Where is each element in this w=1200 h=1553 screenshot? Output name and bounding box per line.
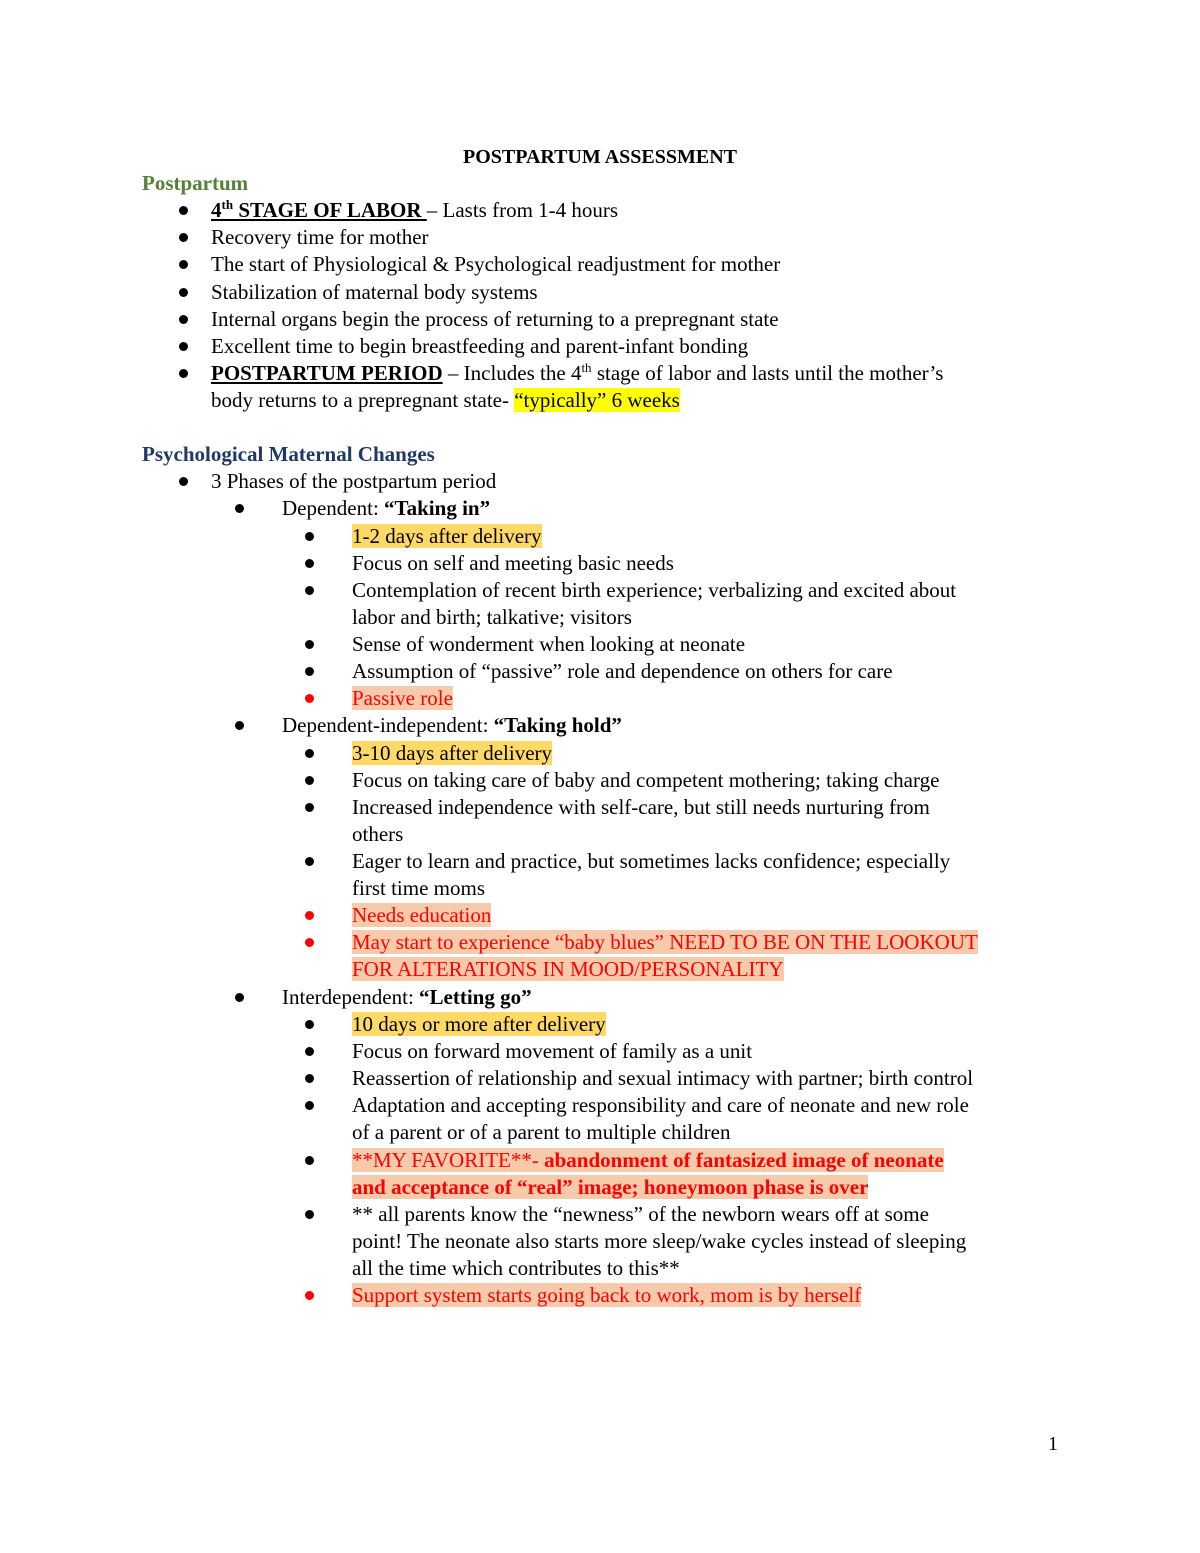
- list-item: Focus on forward movement of family as a unit: [352, 1038, 1064, 1065]
- bullet-icon: [179, 260, 188, 269]
- bullet-icon: [305, 857, 314, 866]
- list-item-recovery: Recovery time for mother: [211, 224, 1111, 251]
- bullet-icon: [305, 667, 314, 676]
- document-title: POSTPARTUM ASSESSMENT: [463, 146, 737, 168]
- bullet-icon: [179, 369, 188, 378]
- list-item-stage4: 4th STAGE OF LABOR – Lasts from 1-4 hours: [211, 197, 1111, 224]
- list-item-stabilization: Stabilization of maternal body systems: [211, 279, 1111, 306]
- phase-taking-hold: Dependent-independent: “Taking hold”: [282, 712, 1082, 739]
- bullet-icon: [179, 477, 188, 486]
- page-number: 1: [1048, 1433, 1058, 1455]
- bullet-icon: [235, 993, 244, 1002]
- list-item-passive-role: Passive role: [352, 685, 1064, 712]
- list-item-phases: 3 Phases of the postpartum period: [211, 468, 1111, 495]
- list-item-start: The start of Physiological & Psychological readjustment for mother: [211, 251, 1111, 278]
- list-item-my-favorite: **MY FAVORITE**- abandonment of fantasized image of neonate and acceptance of “real” image; honeymoon phase is over: [352, 1147, 1064, 1201]
- list-item-support-system: Support system starts going back to work, mom is by herself: [352, 1282, 1064, 1309]
- bullet-icon: [305, 640, 314, 649]
- bullet-icon: [305, 1101, 314, 1110]
- bullet-icon: [179, 233, 188, 242]
- bullet-icon: [179, 315, 188, 324]
- bullet-icon: [305, 1210, 314, 1219]
- bullet-icon: [305, 1047, 314, 1056]
- bullet-icon: [179, 206, 188, 215]
- list-item-postpartum-period: POSTPARTUM PERIOD – Includes the 4th stage of labor and lasts until the mother’s body returns to a prepregnant state- “typically” 6 weeks: [211, 360, 1111, 414]
- list-item-excellent: Excellent time to begin breastfeeding and parent-infant bonding: [211, 333, 1111, 360]
- list-item-baby-blues: May start to experience “baby blues” NEED TO BE ON THE LOOKOUT FOR ALTERATIONS IN MOOD/PERSONALITY: [352, 929, 1064, 983]
- list-item-internal: Internal organs begin the process of returning to a prepregnant state: [211, 306, 1111, 333]
- list-item: Assumption of “passive” role and dependence on others for care: [352, 658, 1064, 685]
- bullet-icon: [235, 504, 244, 513]
- bullet-icon: [179, 342, 188, 351]
- list-item: Increased independence with self-care, but still needs nurturing from others: [352, 794, 1064, 848]
- bullet-icon: [305, 1291, 314, 1300]
- bullet-icon: [305, 1074, 314, 1083]
- bullet-icon: [305, 938, 314, 947]
- bullet-icon: [305, 776, 314, 785]
- list-item: Reassertion of relationship and sexual intimacy with partner; birth control: [352, 1065, 1064, 1092]
- bullet-icon: [305, 532, 314, 541]
- bullet-icon: [305, 1020, 314, 1029]
- list-item-needs-education: Needs education: [352, 902, 1064, 929]
- list-item: Eager to learn and practice, but sometimes lacks confidence; especially first time moms: [352, 848, 1064, 902]
- list-item: 10 days or more after delivery: [352, 1011, 1064, 1038]
- list-item: Focus on self and meeting basic needs: [352, 550, 1064, 577]
- section-heading-psychological: Psychological Maternal Changes: [142, 442, 435, 466]
- bullet-icon: [305, 559, 314, 568]
- bullet-icon: [235, 721, 244, 730]
- bullet-icon: [179, 288, 188, 297]
- bullet-icon: [305, 694, 314, 703]
- bullet-icon: [305, 749, 314, 758]
- list-item: 1-2 days after delivery: [352, 523, 1064, 550]
- section-heading-postpartum: Postpartum: [142, 171, 249, 195]
- bullet-icon: [305, 1156, 314, 1165]
- bullet-icon: [305, 586, 314, 595]
- bullet-icon: [305, 803, 314, 812]
- highlight-typically: “typically” 6 weeks: [514, 388, 680, 412]
- list-item: ** all parents know the “newness” of the newborn wears off at some point! The neonate also starts more sleep/wake cycles instead of sleeping all the time which contributes to this**: [352, 1201, 1064, 1282]
- list-item: Sense of wonderment when looking at neonate: [352, 631, 1064, 658]
- list-item: Contemplation of recent birth experience; verbalizing and excited about labor and birth; talkative; visitors: [352, 577, 1064, 631]
- list-item: Adaptation and accepting responsibility and care of neonate and new role of a parent or of a parent to multiple children: [352, 1092, 1064, 1146]
- list-item: 3-10 days after delivery: [352, 740, 1064, 767]
- phase-taking-in: Dependent: “Taking in”: [282, 495, 1082, 522]
- bullet-icon: [305, 911, 314, 920]
- phase-letting-go: Interdependent: “Letting go”: [282, 984, 1082, 1011]
- list-item: Focus on taking care of baby and competent mothering; taking charge: [352, 767, 1064, 794]
